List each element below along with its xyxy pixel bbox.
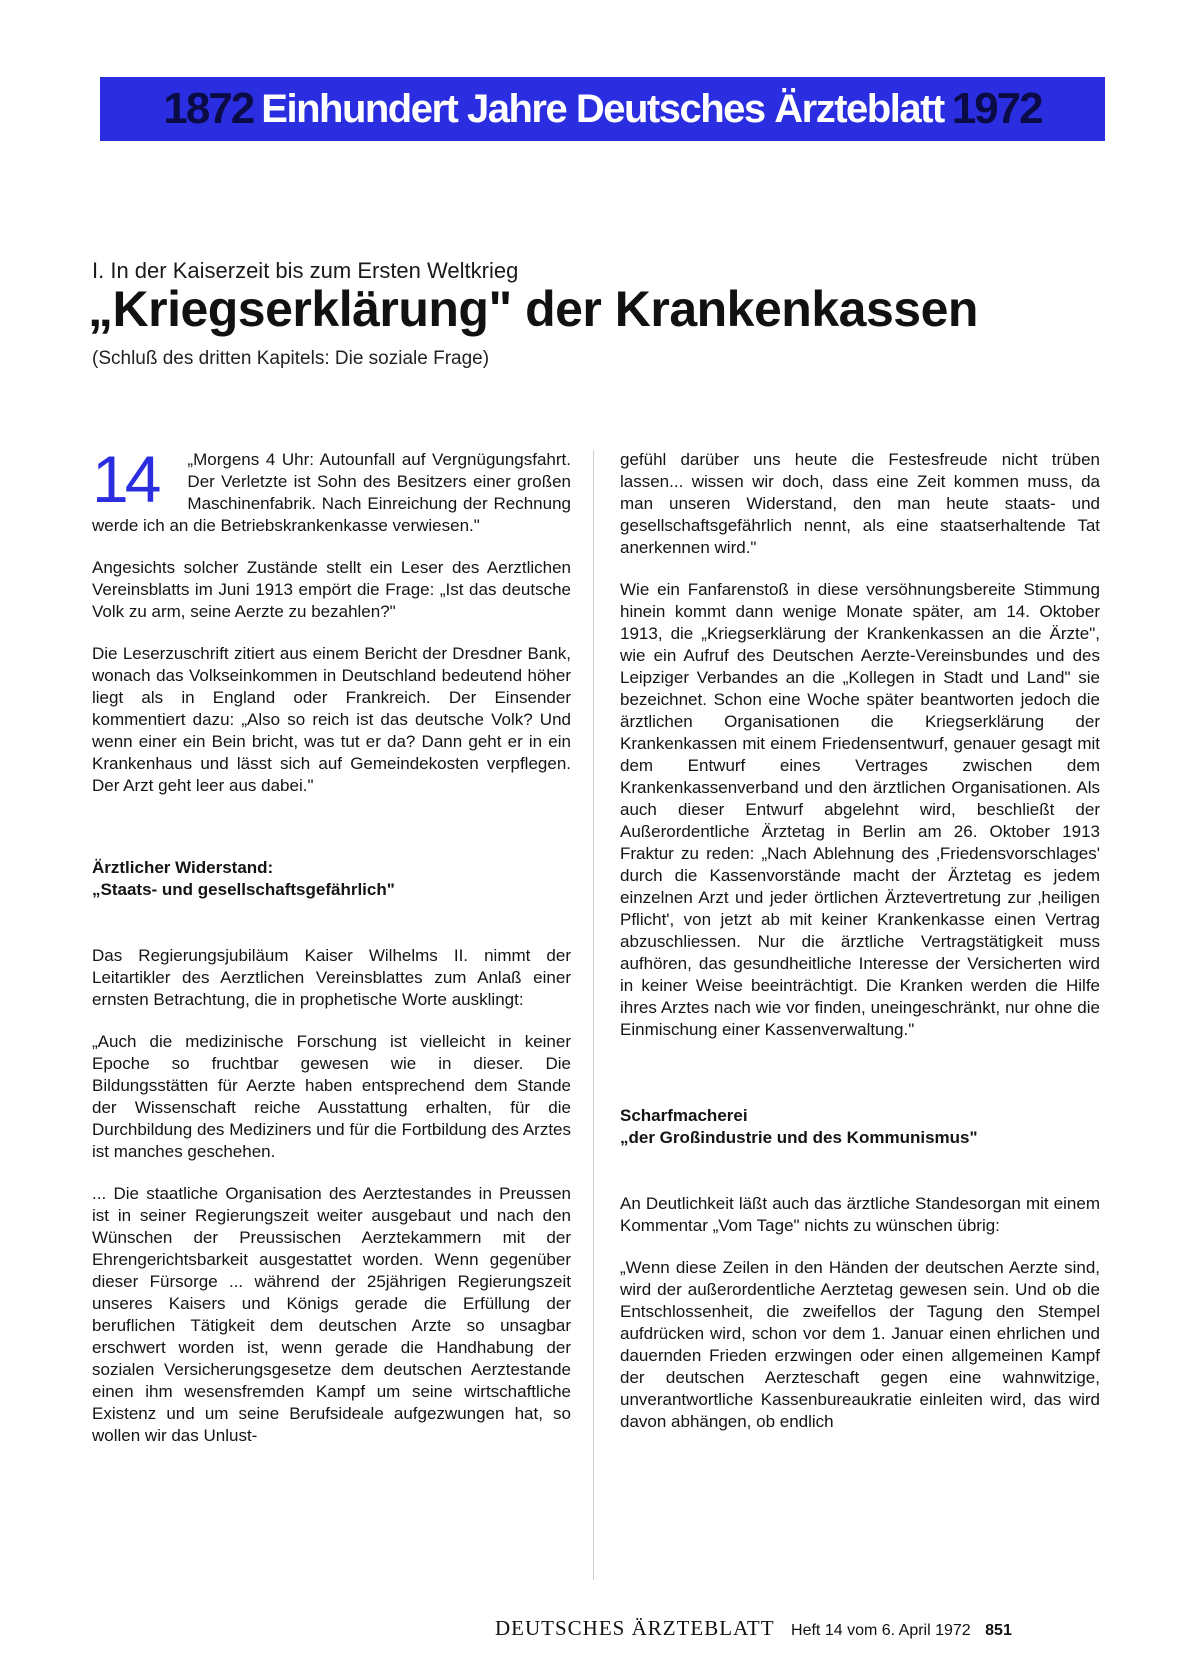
right-column [620,449,1100,1453]
left-column [92,442,571,1467]
subheading-line: Ärztlicher Widerstand: [92,858,274,877]
paragraph: Angesichts solcher Zustände stellt ein Leser des Aerztlichen Vereinsblatts im Juni 1913 empört die Frage: „Ist das deutsche Volk zu arm, seine Aerzte zu bezahlen?" [92,558,571,621]
quote-paragraph: „Auch die medizinische Forschung ist vielleicht in keiner Epoche so fruchtbar gewesen wie in dieser. Die Bildungsstätten für Aerzte haben entsprechend dem Stande der Wissenschaft reiche Ausstattung erhalten, für die Durchbildung des Mediziners und für die Fortbildung des Arztes ist manches geschehen. [92,1032,571,1161]
paragraph: Das Regierungsjubiläum Kaiser Wilhelms II. nimmt der Leitartikler des Aerztlichen Vereinsblattes zum Anlaß einer ernsten Betrachtung, die in prophetische Worte ausklingt: [92,946,571,1009]
footer-masthead: DEUTSCHES ÄRZTEBLATT [495,1616,775,1640]
paragraph: Wie ein Fanfarenstoß in diese versöhnungsbereite Stimmung hinein kommt dann wenige Monate später, am 14. Oktober 1913, die „Kriegserklärung der Krankenkassen an die Ärzte", wie ein Aufruf des Deutschen Aerzte-Vereinsbundes und des Leipziger Verbandes an die „Kollegen in Stadt und Land" sie bezeichnet. Schon eine Woche später beantworten jedoch die ärztlichen Organisationen die Kriegserklärung der Krankenkassen mit einem Friedensentwurf, genauer gesagt mit dem Entwurf eines Vertrages zwischen dem Krankenkassenverband und den ärztlichen Organisationen. Als auch dieser Entwurf abgelehnt wird, beschließt der Außerordentliche Ärztetag in Berlin am 26. Oktober 1913 Fraktur zu reden: „Nach Ablehnung des ‚Friedensvorschlages' durch die Kassenvorstände macht der Ärztetag es jedem einzelnen Arzt und jeder örtlichen Ärztevertretung zur ‚heiligen Pflicht', von jetzt ab mit keiner Krankenkasse einen Vertrag abzuschliessen. Nur die ärztliche Vertragstätigkeit muss aufhören, das gesundheitliche Interesse der Versicherten wird in keiner Weise beeinträchtigt. Die Kranken werden die Hilfe ihres Arztes nach wie vor finden, uneingeschränkt, nur ohne die Einmischung einer Kassenverwaltung." [620,580,1100,1039]
banner-year-start: 1872 [163,84,254,133]
subheading-line: „Staats- und gesellschaftsgefährlich" [92,880,395,899]
page-footer [495,1616,1012,1641]
centenary-banner [100,77,1105,141]
quote-paragraph: ... Die staatliche Organisation des Aerztestandes in Preussen ist in seiner Regierungszeit weiter ausgebaut und nach den Wünschen der Preussischen Aerztekammern mit der Ehrengerichtsbarkeit ausgestattet worden. Wenn gegenüber dieser Fürsorge ... während der 25jährigen Regierungszeit unseres Kaisers und Königs gerade die Erfüllung der beruflichen Tätigkeit dem deutschen Arzte so unsagbar erschwert worden ist, wenn gerade die Handhabung der sozialen Versicherungsgesetze dem deutschen Aerztestande einen ihm wesensfremden Kampf um seine wirtschaftliche Existenz und um seine Berufsideale aufgezwungen hat, so wollen wir das Unlust- [92,1184,571,1445]
article-headline: „Kriegserklärung" der Krankenkassen [88,281,978,337]
banner-year-end: 1972 [951,84,1042,133]
footer-issue: Heft 14 vom 6. April 1972 [791,1622,971,1639]
paragraph-intro [92,442,571,537]
subheading-line: Scharfmacherei [620,1106,748,1125]
banner-title: Einhundert Jahre Deutsches Ärzteblatt [261,86,944,131]
subheading-line: „der Großindustrie und des Kommunismus" [620,1128,978,1147]
quote-paragraph: „Wenn diese Zeilen in den Händen der deutschen Aerzte sind, wird der außerordentliche Aerztetag gewesen sein. Und ob die Entschlossenheit, die zweifellos der Tagung den Stempel aufdrücken wird, schon vor dem 1. Januar einen ehrlichen und dauernden Frieden erzwingen oder einen allgemeinen Kampf der deutschen Aerzteschaft gegen eine wahnwitzige, unverantwortliche Kassenbureaukratie einleiten wird, das wird davon abhängen, ob endlich [620,1258,1100,1431]
article-subheadline: (Schluß des dritten Kapitels: Die soziale Frage) [92,348,490,369]
page-number: 851 [985,1622,1012,1639]
paragraph: Die Leserzuschrift zitiert aus einem Bericht der Dresdner Bank, wonach das Volkseinkommen in Deutschland bedeutend höher liegt als in England oder Frankreich. Der Einsender kommentiert dazu: „Also so reich ist das deutsche Volk? Und wenn einer ein Bein bricht, was tut er da? Dann geht er in ein Krankenhaus und lässt sich auf Gemeindekosten verpflegen. Der Arzt geht leer aus dabei." [92,644,571,795]
paragraph: An Deutlichkeit läßt auch das ärztliche Standesorgan mit einem Kommentar „Vom Tage" nichts zu wünschen übrig: [620,1194,1100,1235]
paragraph: gefühl darüber uns heute die Festesfreude nicht trüben lassen... wissen wir doch, dass eine Zeit kommen muss, da man unseren Widerstand, den man heute staats- und gesellschaftsgefährlich nennt, als eine staatserhaltende Tat anerkennen wird." [620,450,1100,557]
banner-content [100,77,1105,141]
column-divider [593,450,594,1580]
section-label: I. In der Kaiserzeit bis zum Ersten Weltkrieg [92,258,519,283]
dropcap-number: 14 [92,442,158,516]
paragraph-intro-text: „Morgens 4 Uhr: Autounfall auf Vergnügungsfahrt. Der Verletzte ist Sohn des Besitzers einer großen Maschinenfabrik. Nach Einreichung der Rechnung werde ich an die Betriebskrankenkasse verwiesen." [92,450,571,535]
